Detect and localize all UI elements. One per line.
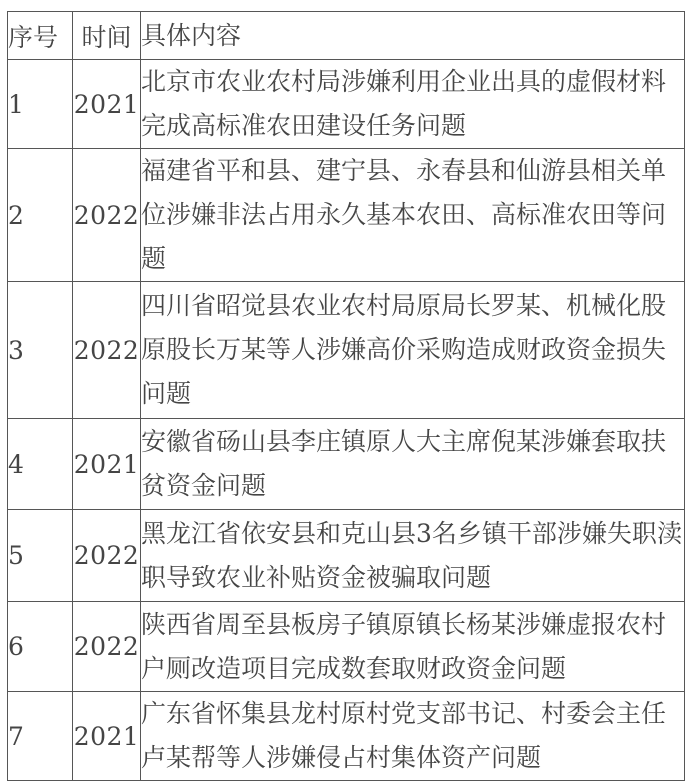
table-row	[8, 149, 685, 282]
cell-year: 2021	[73, 419, 141, 510]
case-table	[7, 11, 685, 781]
cell-year: 2021	[73, 692, 141, 781]
table-row	[8, 692, 685, 781]
cell-index: 5	[8, 510, 73, 602]
cell-year: 2021	[73, 60, 141, 149]
cell-index: 3	[8, 282, 73, 419]
table-row	[8, 419, 685, 510]
cell-content: 黑龙江省依安县和克山县3名乡镇干部涉嫌失职渎职导致农业补贴资金被骗取问题	[141, 510, 685, 602]
table-row	[8, 602, 685, 692]
cell-index: 7	[8, 692, 73, 781]
cell-year: 2022	[73, 282, 141, 419]
cell-content: 四川省昭觉县农业农村局原局长罗某、机械化股原股长万某等人涉嫌高价采购造成财政资金损失问题	[141, 282, 685, 419]
cell-content: 福建省平和县、建宁县、永春县和仙游县相关单位涉嫌非法占用永久基本农田、高标准农田等问题	[141, 149, 685, 282]
cell-content: 广东省怀集县龙村原村党支部书记、村委会主任卢某帮等人涉嫌侵占村集体资产问题	[141, 692, 685, 781]
table-row	[8, 60, 685, 149]
cell-index: 1	[8, 60, 73, 149]
cell-content: 北京市农业农村局涉嫌利用企业出具的虚假材料完成高标准农田建设任务问题	[141, 60, 685, 149]
cell-index: 4	[8, 419, 73, 510]
cell-year: 2022	[73, 602, 141, 692]
header-row	[8, 12, 685, 60]
header-content: 具体内容	[141, 12, 685, 60]
cell-index: 6	[8, 602, 73, 692]
table-row	[8, 510, 685, 602]
cell-content: 陕西省周至县板房子镇原镇长杨某涉嫌虚报农村户厕改造项目完成数套取财政资金问题	[141, 602, 685, 692]
cell-year: 2022	[73, 149, 141, 282]
header-year: 时间	[73, 12, 141, 60]
case-table-container	[7, 11, 684, 781]
header-index: 序号	[8, 12, 73, 60]
cell-year: 2022	[73, 510, 141, 602]
cell-index: 2	[8, 149, 73, 282]
cell-content: 安徽省砀山县李庄镇原人大主席倪某涉嫌套取扶贫资金问题	[141, 419, 685, 510]
table-row	[8, 282, 685, 419]
